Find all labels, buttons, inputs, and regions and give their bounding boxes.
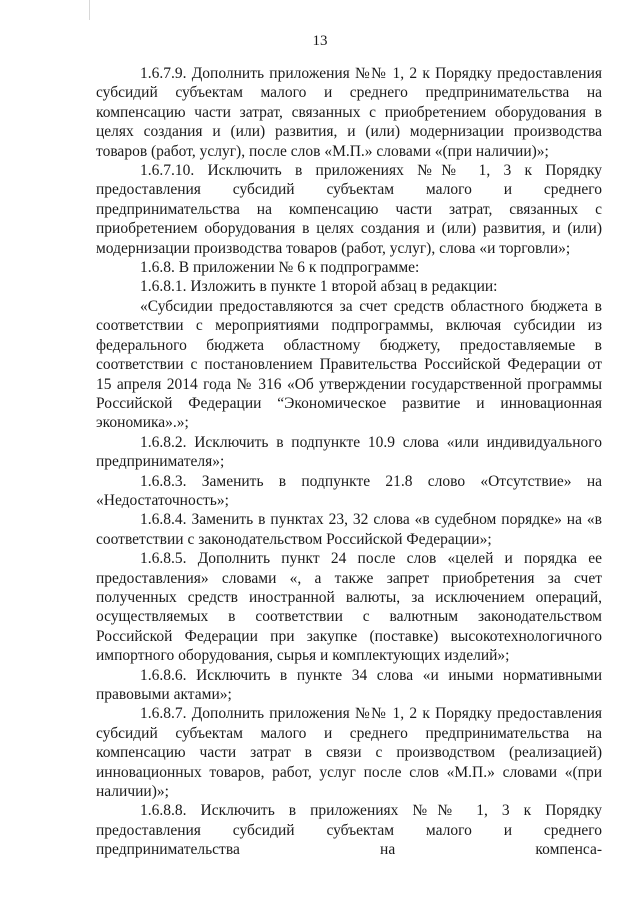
- paragraph-1-6-7-10: 1.6.7.10. Исключить в приложениях №№ 1, 3 к Порядку предоставления субсидий субъектам малого и среднего предпринимательства на компенсацию части затрат, связанных с приобретением оборудования в целях создания и (или) развития, и (или) модернизации производства товаров (работ, услуг), слова «и торговли»;: [96, 162, 602, 257]
- paragraph-1-6-8-6: 1.6.8.6. Исключить в пункте 34 слова «и иными нормативными правовыми актами»;: [96, 666, 602, 703]
- quoted-paragraph: «Субсидии предоставляются за счет средств областного бюджета в соответствии с мероприятиями подпрограммы, включая субсидии из федерального бюджета областному бюджету, предоставляемые в соответствии с постановлением Правительства Российской Федерации от 15 апреля 2014 года № 316 «Об утверждении государственной программы Российской Федерации “Экономическое развитие и инновационная экономика».»;: [96, 297, 602, 432]
- paragraph-1-6-8-8: 1.6.8.8. Исключить в приложениях №№ 1, 3 к Порядку предоставления субсидий субъектам малого и среднего предпринимательства на компенса-: [96, 802, 602, 859]
- page-edge-line: [89, 0, 90, 20]
- paragraph-1-6-8-7: 1.6.8.7. Дополнить приложения №№ 1, 2 к Порядку предоставления субсидий субъектам малого и среднего предпринимательства на компенсацию части затрат в связи с производством (реализацией) инновационных товаров, работ, услуг после слов «М.П.» словами «(при наличии)»;: [96, 705, 602, 801]
- paragraph-1-6-7-9: 1.6.7.9. Дополнить приложения №№ 1, 2 к Порядку предоставления субсидий субъектам малого и среднего предпринимательства на компенсацию части затрат, связанных с приобретением оборудования в целях создания и (или) развития, и (или) модернизации производства товаров (работ, услуг), после слов «М.П.» словами «(при наличии)»;: [96, 65, 602, 160]
- document-body: [96, 64, 602, 860]
- paragraph-1-6-8-4: 1.6.8.4. Заменить в пунктах 23, 32 слова «в судебном порядке» на «в соответствии с законодательством Российской Федерации»;: [96, 511, 602, 548]
- page-number: 13: [312, 33, 328, 49]
- paragraph-1-6-8-5: 1.6.8.5. Дополнить пункт 24 после слов «целей и порядка ее предоставления» словами «, а также запрет приобретения за счет полученных средств иностранной валюты, за исключением операций, осуществляемых в соответствии с валютным законодательством Российской Федерации при закупке (поставке) высокотехнологичного импортного оборудования, сырья и комплектующих изделий»;: [96, 550, 602, 665]
- paragraph-1-6-8-1: 1.6.8.1. Изложить в пункте 1 второй абзац в редакции:: [140, 278, 498, 296]
- paragraph-1-6-8: 1.6.8. В приложении № 6 к подпрограмме:: [140, 259, 420, 277]
- paragraph-1-6-8-3: 1.6.8.3. Заменить в подпункте 21.8 слово «Отсутствие» на «Недостаточность»;: [96, 472, 602, 509]
- paragraph-1-6-8-2: 1.6.8.2. Исключить в подпункте 10.9 слова «или индивидуального предпринимателя»;: [96, 433, 602, 471]
